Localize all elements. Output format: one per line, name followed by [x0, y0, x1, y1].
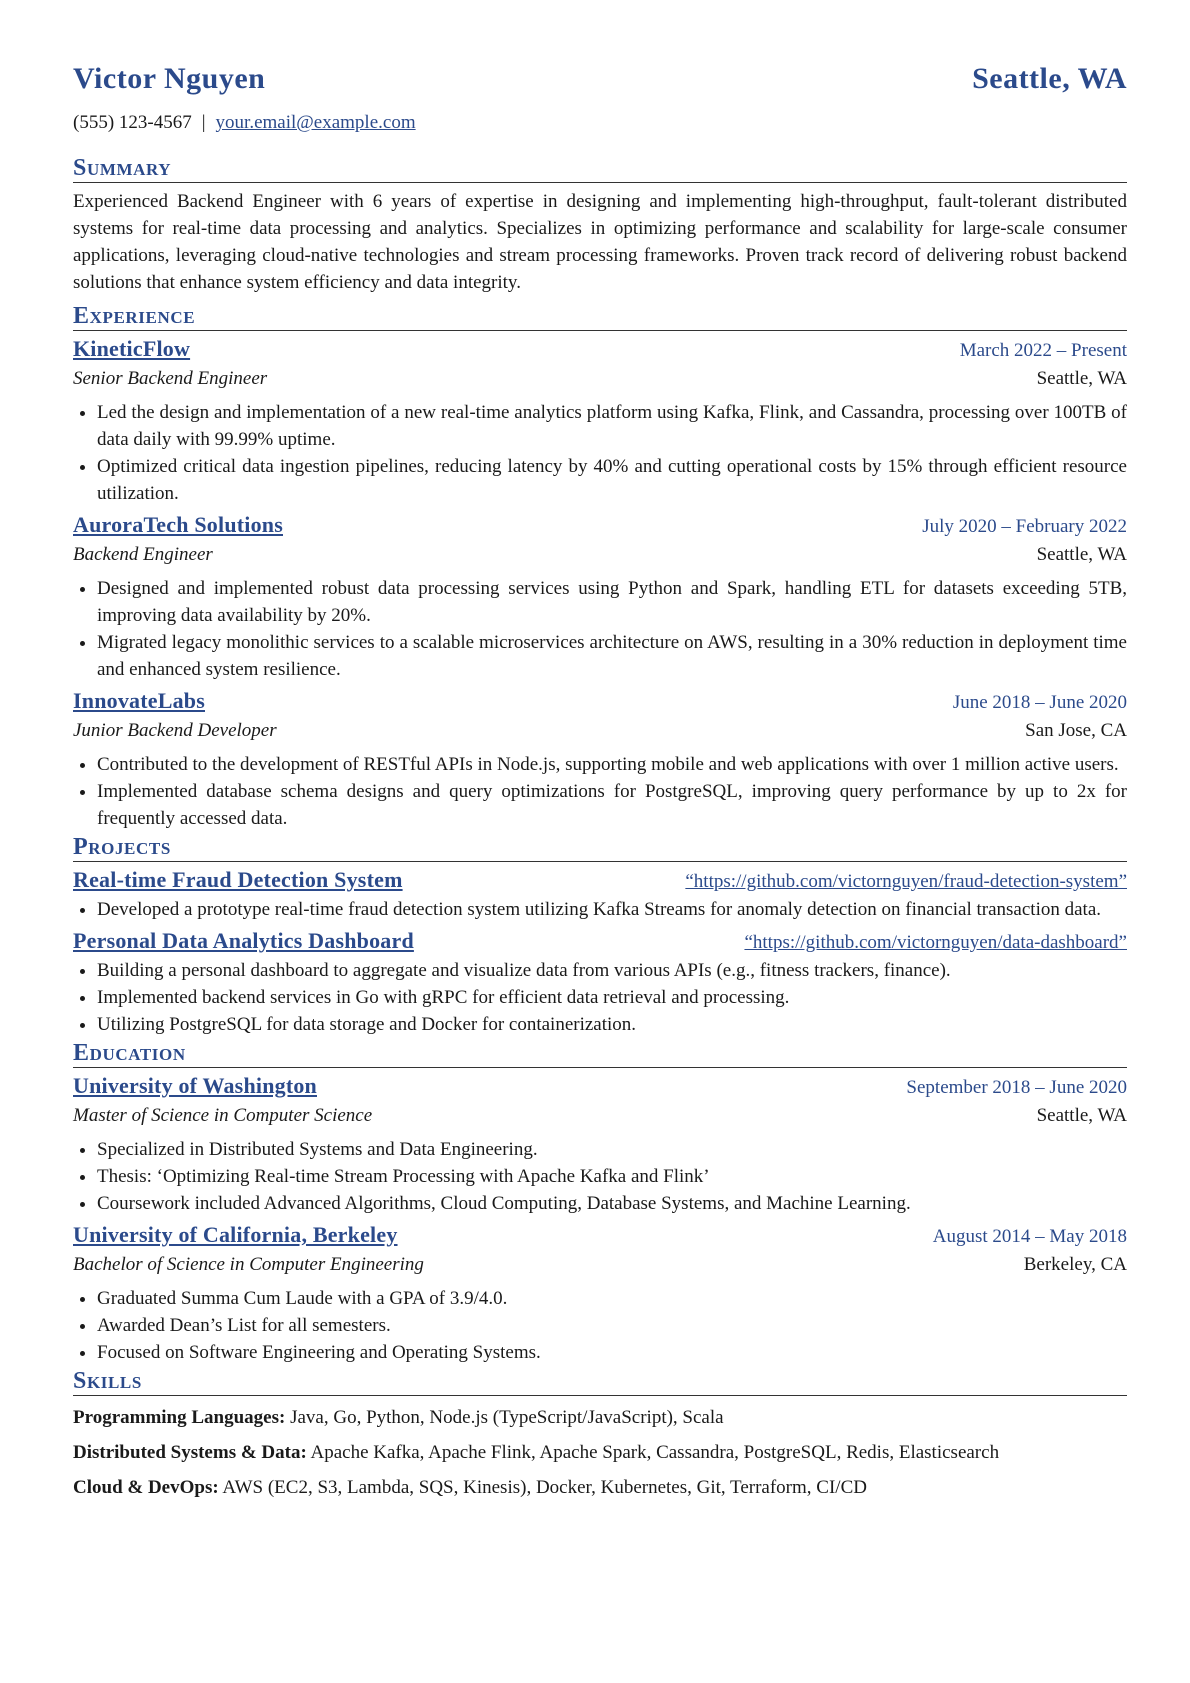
degree: Master of Science in Computer Science	[73, 1105, 373, 1126]
skill-value: AWS (EC2, S3, Lambda, SQS, Kinesis), Docker, Kubernetes, Git, Terraform, CI/CD	[222, 1477, 867, 1498]
project-link[interactable]: “https://github.com/victornguyen/fraud-detection-system”	[685, 871, 1127, 892]
list-item: • Utilizing PostgreSQL for data storage and Docker for containerization.	[97, 1011, 1127, 1038]
list-item: • Specialized in Distributed Systems and Data Engineering.	[97, 1136, 1127, 1163]
skill-label: Programming Languages:	[73, 1407, 286, 1428]
candidate-name: Victor Nguyen	[73, 62, 266, 95]
job-bullets	[73, 751, 1127, 832]
summary-text: Experienced Backend Engineer with 6 years of expertise in designing and implementing high-throughput, fault-tolerant distributed systems for real-time data processing and analytics. Specializes in optimizing performance and scalability for large-scale consumer applications, leveraging cloud-native technologies and stream processing frameworks. Proven track record of delivering robust backend solutions that enhance system efficiency and data integrity.	[73, 191, 1127, 293]
section-title-skills: Skills	[73, 1368, 1127, 1396]
project-bullets	[73, 957, 1127, 1038]
list-item: • Awarded Dean’s List for all semesters.	[97, 1312, 1127, 1339]
school-name[interactable]: University of California, Berkeley	[73, 1222, 398, 1247]
job-location: San Jose, CA	[1025, 720, 1127, 741]
list-item: • Thesis: ‘Optimizing Real-time Stream Processing with Apache Kafka and Flink’	[97, 1163, 1127, 1190]
section-title-education: Education	[73, 1040, 1127, 1068]
section-title-projects: Projects	[73, 834, 1127, 862]
education-entry	[73, 1072, 1127, 1217]
job-bullets	[73, 399, 1127, 507]
email-link[interactable]: your.email@example.com	[215, 112, 416, 133]
list-item: • Designed and implemented robust data processing services using Python and Spark, handling ETL for datasets exceeding 5TB, improving data availability by 20%.	[97, 575, 1127, 629]
list-item: • Migrated legacy monolithic services to a scalable microservices architecture on AWS, resulting in a 30% reduction in deployment time and enhanced system resilience.	[97, 629, 1127, 683]
project-bullets	[73, 896, 1127, 923]
project-entry	[73, 866, 1127, 923]
job-role: Senior Backend Engineer	[73, 368, 268, 389]
education-entry	[73, 1221, 1127, 1366]
list-item: • Implemented backend services in Go with gRPC for efficient data retrieval and processing.	[97, 984, 1127, 1011]
job-dates: March 2022 – Present	[959, 340, 1127, 361]
contact-separator: |	[201, 112, 206, 133]
candidate-location: Seattle, WA	[972, 62, 1127, 95]
job-bullets	[73, 575, 1127, 683]
resume-page	[73, 62, 1127, 1501]
job-dates: July 2020 – February 2022	[922, 516, 1127, 537]
list-item: • Developed a prototype real-time fraud detection system utilizing Kafka Streams for anomaly detection on financial transaction data.	[97, 896, 1127, 923]
skill-line-cloud	[73, 1474, 1127, 1501]
skill-line-languages	[73, 1404, 1127, 1431]
list-item: • Led the design and implementation of a new real-time analytics platform using Kafka, Flink, and Cassandra, processing over 100TB of data daily with 99.99% uptime.	[97, 399, 1127, 453]
project-name[interactable]: Real-time Fraud Detection System	[73, 867, 403, 892]
company-name[interactable]: KineticFlow	[73, 336, 191, 361]
list-item: • Coursework included Advanced Algorithms, Cloud Computing, Database Systems, and Machine Learning.	[97, 1190, 1127, 1217]
job-dates: June 2018 – June 2020	[952, 692, 1127, 713]
job-location: Seattle, WA	[1036, 544, 1127, 565]
school-dates: September 2018 – June 2020	[906, 1077, 1127, 1098]
school-location: Berkeley, CA	[1023, 1254, 1127, 1275]
section-title-summary: Summary	[73, 155, 1127, 183]
job-role: Junior Backend Developer	[73, 720, 277, 741]
list-item: • Contributed to the development of RESTful APIs in Node.js, supporting mobile and web applications with over 1 million active users.	[97, 751, 1127, 778]
skill-value: Java, Go, Python, Node.js (TypeScript/JavaScript), Scala	[290, 1407, 724, 1428]
skill-line-distributed	[73, 1439, 1127, 1466]
skill-label: Distributed Systems & Data:	[73, 1442, 307, 1463]
list-item: • Focused on Software Engineering and Operating Systems.	[97, 1339, 1127, 1366]
degree: Bachelor of Science in Computer Engineering	[73, 1254, 424, 1275]
list-item: • Optimized critical data ingestion pipelines, reducing latency by 40% and cutting operational costs by 15% through efficient resource utilization.	[97, 453, 1127, 507]
company-name[interactable]: AuroraTech Solutions	[73, 512, 283, 537]
school-dates: August 2014 – May 2018	[932, 1226, 1127, 1247]
school-name[interactable]: University of Washington	[73, 1073, 317, 1098]
job-location: Seattle, WA	[1036, 368, 1127, 389]
contact-line	[73, 112, 1127, 138]
skill-label: Cloud & DevOps:	[73, 1477, 219, 1498]
list-item: • Graduated Summa Cum Laude with a GPA of 3.9/4.0.	[97, 1285, 1127, 1312]
section-title-experience: Experience	[73, 303, 1127, 331]
experience-entry	[73, 511, 1127, 683]
phone-number: (555) 123-4567	[73, 112, 192, 133]
job-role: Backend Engineer	[73, 544, 213, 565]
school-location: Seattle, WA	[1036, 1105, 1127, 1126]
project-entry	[73, 927, 1127, 1038]
experience-entry	[73, 335, 1127, 507]
list-item: • Implemented database schema designs and query optimizations for PostgreSQL, improving query performance by up to 2x for frequently accessed data.	[97, 778, 1127, 832]
skill-value: Apache Kafka, Apache Flink, Apache Spark, Cassandra, PostgreSQL, Redis, Elasticsearch	[310, 1442, 1000, 1463]
school-bullets	[73, 1285, 1127, 1366]
project-link[interactable]: “https://github.com/victornguyen/data-dashboard”	[744, 932, 1127, 953]
company-name[interactable]: InnovateLabs	[73, 688, 205, 713]
experience-entry	[73, 687, 1127, 832]
project-name[interactable]: Personal Data Analytics Dashboard	[73, 928, 414, 953]
resume-header	[73, 62, 1127, 104]
list-item: • Building a personal dashboard to aggregate and visualize data from various APIs (e.g., fitness trackers, finance).	[97, 957, 1127, 984]
school-bullets	[73, 1136, 1127, 1217]
